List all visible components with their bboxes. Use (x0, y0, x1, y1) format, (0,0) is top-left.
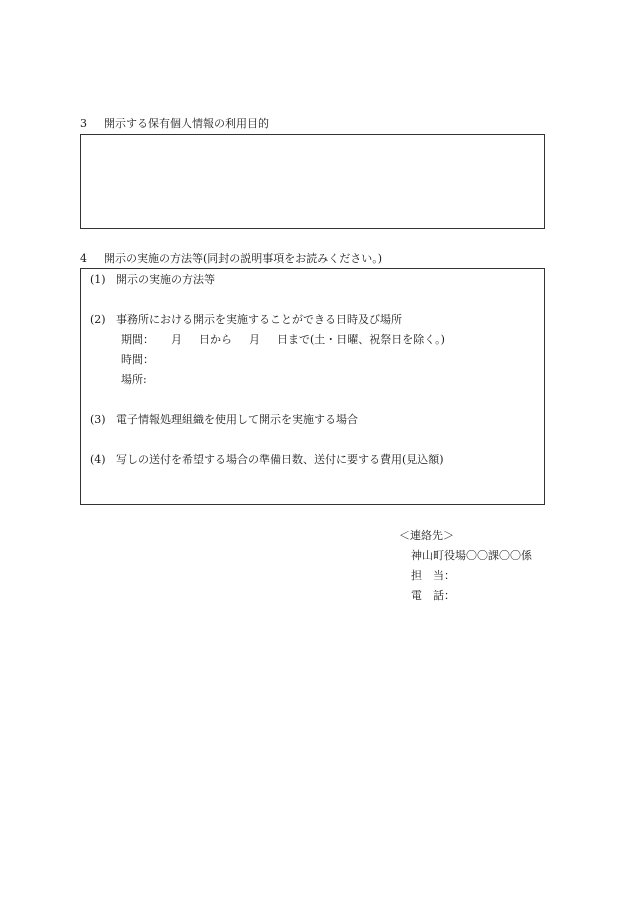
item4-number: (4) (90, 453, 106, 466)
contact-phone-label: 電 話： (411, 589, 455, 602)
section3-heading (80, 117, 269, 131)
contact-person-label: 担 当： (411, 569, 455, 582)
period-day-until: 日まで(土・日曜、祝祭日を除く。) (277, 333, 445, 346)
item2-number: (2) (90, 313, 106, 326)
item3-text: 電子情報処理組織を使用して開示を実施する場合 (116, 413, 358, 426)
item2-text: 事務所における開示を実施することができる日時及び場所 (116, 313, 402, 326)
contact-heading: ＜連絡先＞ (399, 529, 454, 542)
item1-text: 開示の実施の方法等 (116, 273, 215, 286)
item2-period-row (121, 333, 445, 347)
period-label: 期間： (121, 333, 154, 346)
place-label: 場所: (121, 373, 147, 386)
item4-text: 写しの送付を希望する場合の準備日数、送付に要する費用(見込額) (116, 453, 444, 466)
section3-purpose-box[interactable] (80, 134, 545, 229)
section3-title: 開示する保有個人情報の利用目的 (104, 117, 269, 130)
section4-number: 4 (80, 252, 87, 265)
item1-number: (1) (90, 273, 106, 286)
time-label: 時間： (121, 353, 154, 366)
section4-method-box (80, 268, 545, 505)
section3-number: 3 (80, 117, 87, 130)
period-month-from: 月 (171, 333, 182, 346)
section4-heading (80, 252, 382, 266)
item3-number: (3) (90, 413, 106, 426)
section4-title: 開示の実施の方法等(同封の説明事項をお読みください。) (104, 252, 383, 265)
period-month-until: 月 (249, 333, 260, 346)
contact-office: 神山町役場〇〇課〇〇係 (411, 549, 532, 562)
period-day-from: 日から (199, 333, 232, 346)
